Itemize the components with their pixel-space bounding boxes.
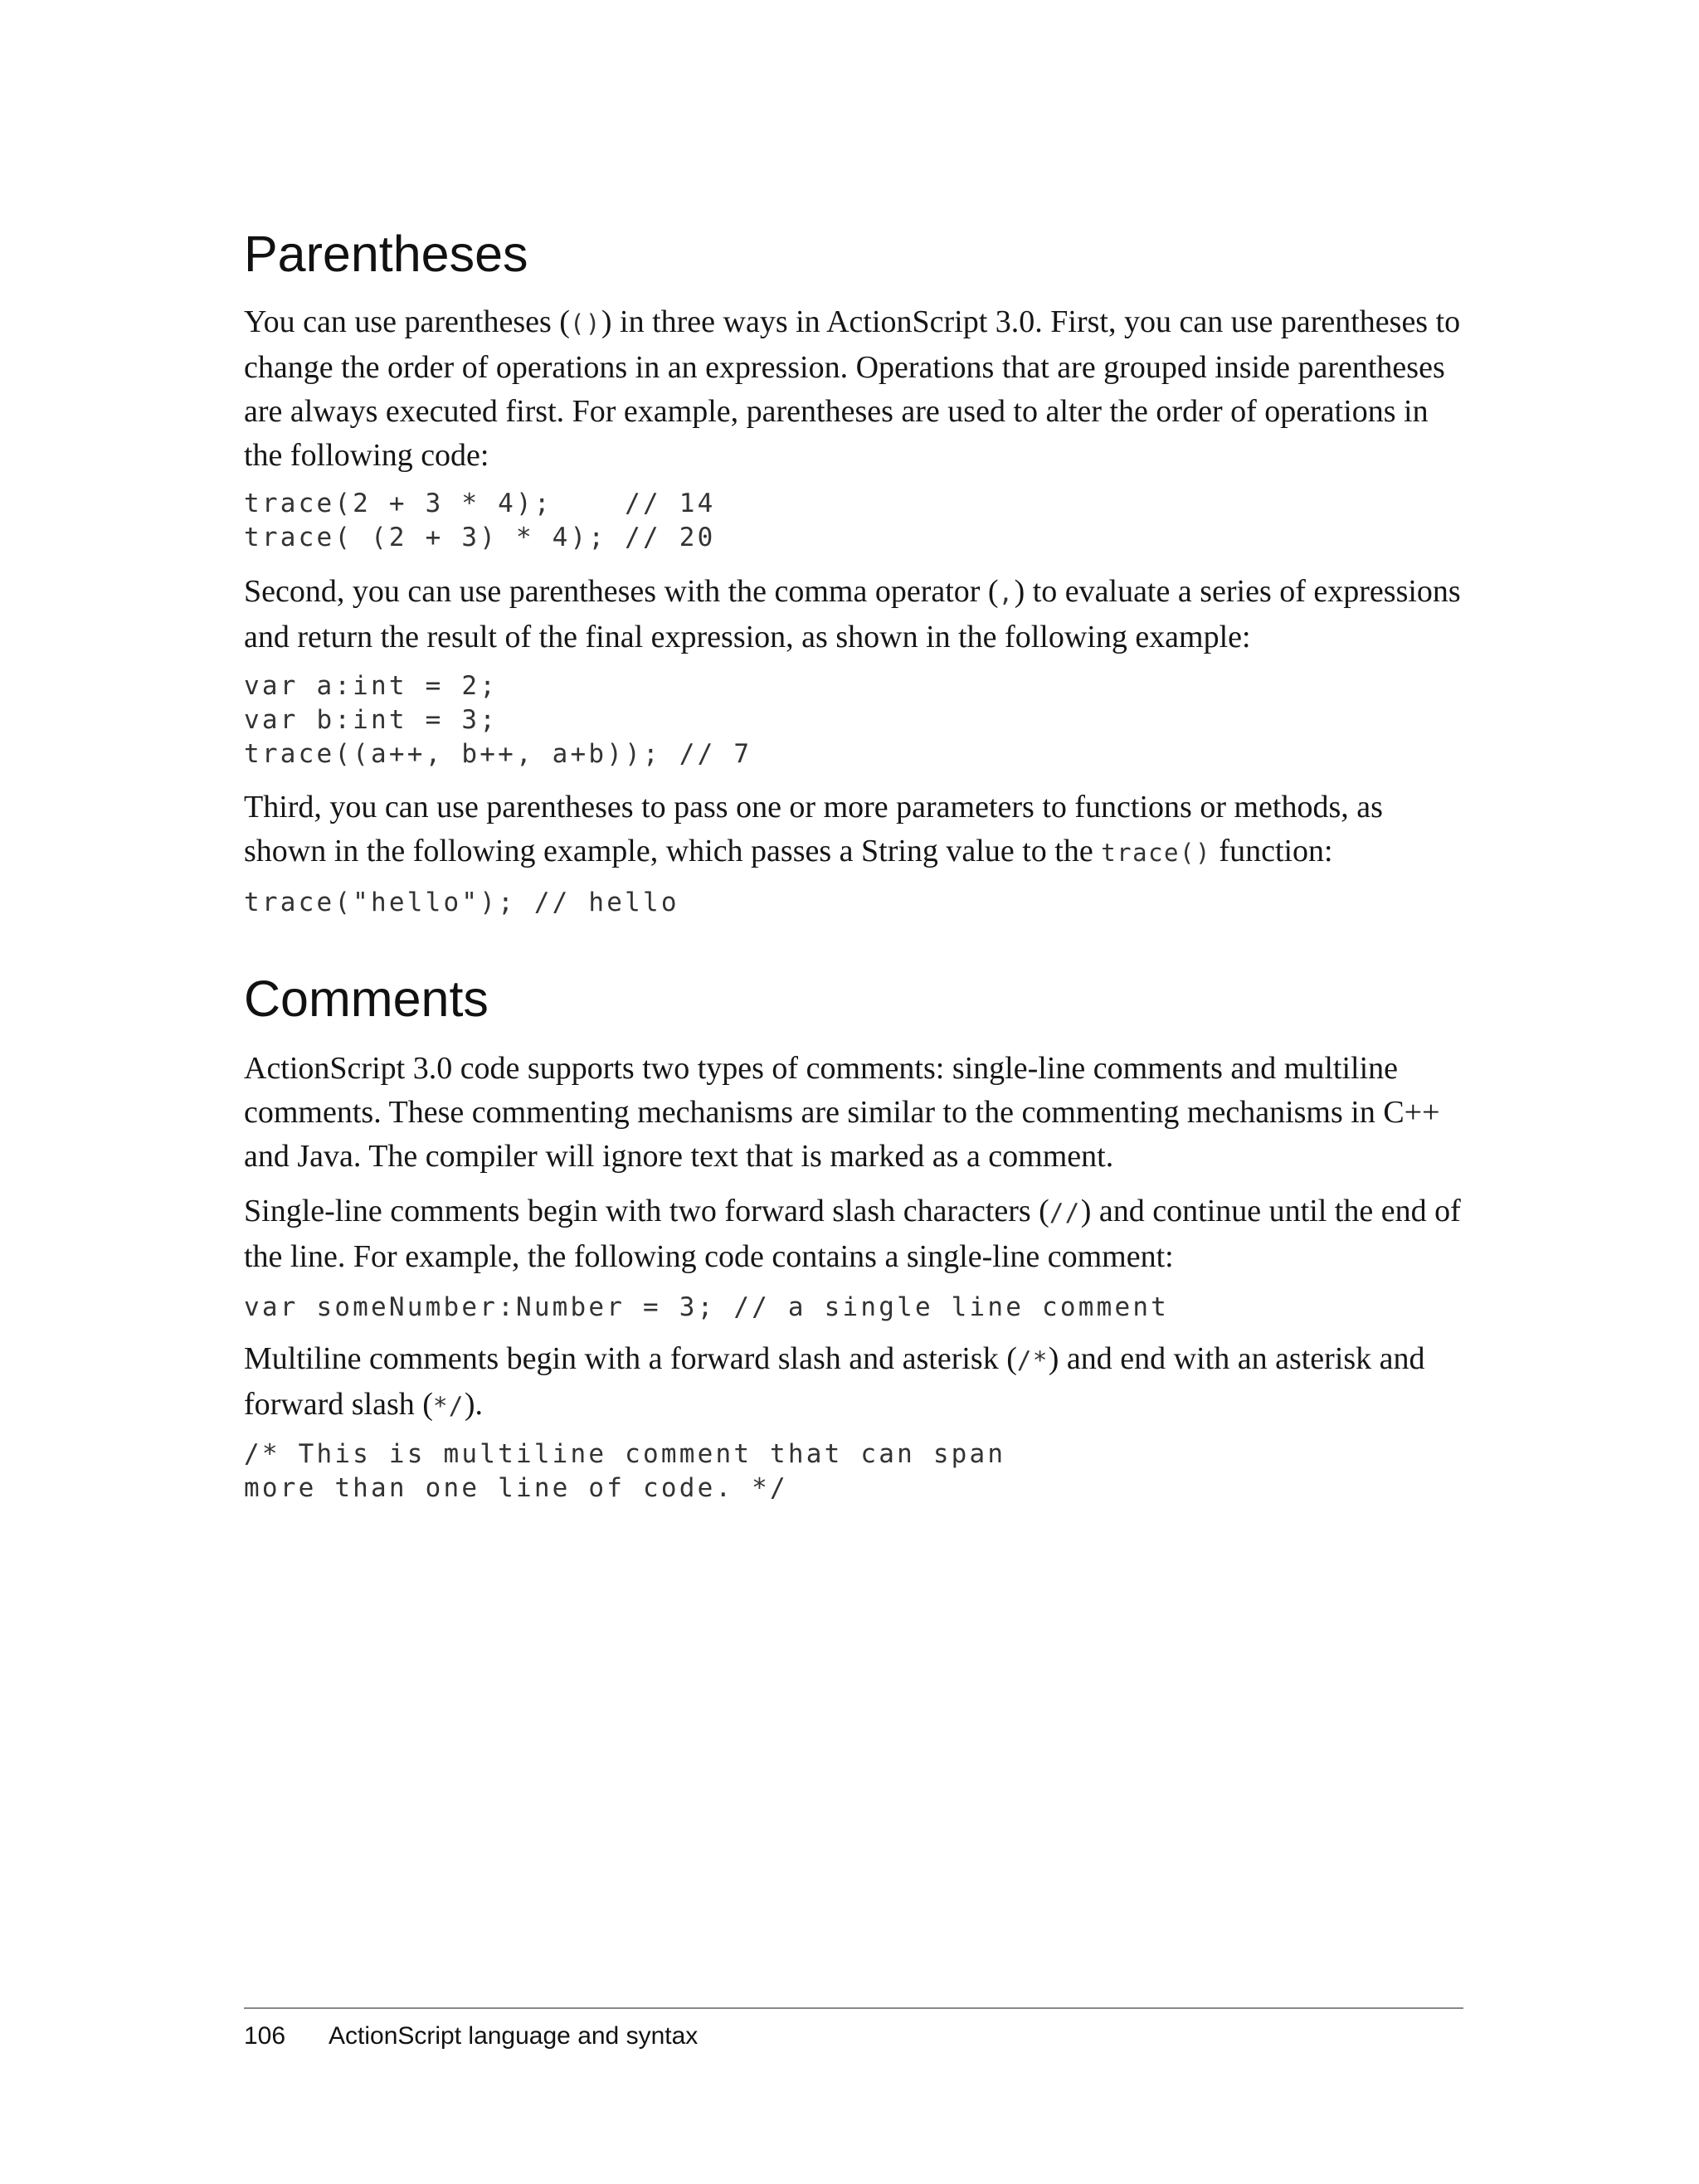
document-page	[244, 0, 1463, 2184]
footer-divider	[244, 2007, 1463, 2009]
text-run: Multiline comments begin with a forward slash and asterisk (	[244, 1341, 1017, 1376]
paragraph-function-parameters	[244, 786, 1463, 875]
paragraph-comments-intro: ActionScript 3.0 code supports two types of comments: single-line comments and multiline comments. These commenting mechanisms are similar to the commenting mechanisms in C++ and Java. The compiler will ignore text that is marked as a comment.	[244, 1051, 1440, 1174]
code-block-order-of-operations: trace(2 + 3 * 4); // 14 trace( (2 + 3) * 4); // 20	[244, 489, 716, 552]
section-heading-comments: Comments	[244, 970, 489, 1027]
text-run: ).	[464, 1387, 484, 1422]
paragraph-parentheses-intro	[244, 300, 1463, 478]
text-run: Single-line comments begin with two forward slash characters (	[244, 1194, 1049, 1228]
paragraph-single-line-comments	[244, 1189, 1463, 1279]
paragraph-comma-operator	[244, 570, 1463, 659]
inline-code: //	[1049, 1199, 1081, 1227]
inline-code: ()	[569, 309, 601, 338]
text-run: ) to evaluate a series of expressions and return the result of the final expression, as shown in the following example:	[244, 574, 1461, 654]
inline-code: ,	[998, 579, 1015, 607]
paragraph-multiline-comments	[244, 1337, 1463, 1428]
code-block-single-line-comment: var someNumber:Number = 3; // a single line comment	[244, 1292, 1170, 1322]
text-run: You can use parentheses (	[244, 304, 570, 339]
text-run: ) and continue until the end of the line. For example, the following code contains a single-line comment:	[244, 1194, 1461, 1274]
text-run: ) and end with an asterisk and forward slash (	[244, 1341, 1425, 1422]
code-block-multiline-comment: /* This is multiline comment that can span more than one line of code. */	[244, 1439, 1006, 1503]
code-block-comma-operator: var a:int = 2; var b:int = 3; trace((a++, b++, a+b)); // 7	[244, 671, 752, 769]
page-number: 106	[244, 2022, 286, 2050]
text-run: ) in three ways in ActionScript 3.0. First, you can use parentheses to change the order of operations in an expression. Operations that are grouped inside parentheses are always executed first. For example, parentheses are used to alter the order of operations in the following code:	[244, 304, 1461, 473]
text-run: Second, you can use parentheses with the comma operator (	[244, 574, 999, 609]
footer-chapter-title: ActionScript language and syntax	[329, 2022, 699, 2050]
text-run: function:	[1210, 834, 1333, 868]
code-block-trace-hello: trace("hello"); // hello	[244, 888, 679, 917]
text-run: Third, you can use parentheses to pass one or more parameters to functions or methods, as shown in the following example, which passes a String value to the	[244, 790, 1383, 868]
section-heading-parentheses: Parentheses	[244, 226, 528, 282]
inline-code: */	[432, 1392, 465, 1420]
inline-code: trace()	[1101, 839, 1211, 867]
inline-code: /*	[1016, 1346, 1049, 1374]
